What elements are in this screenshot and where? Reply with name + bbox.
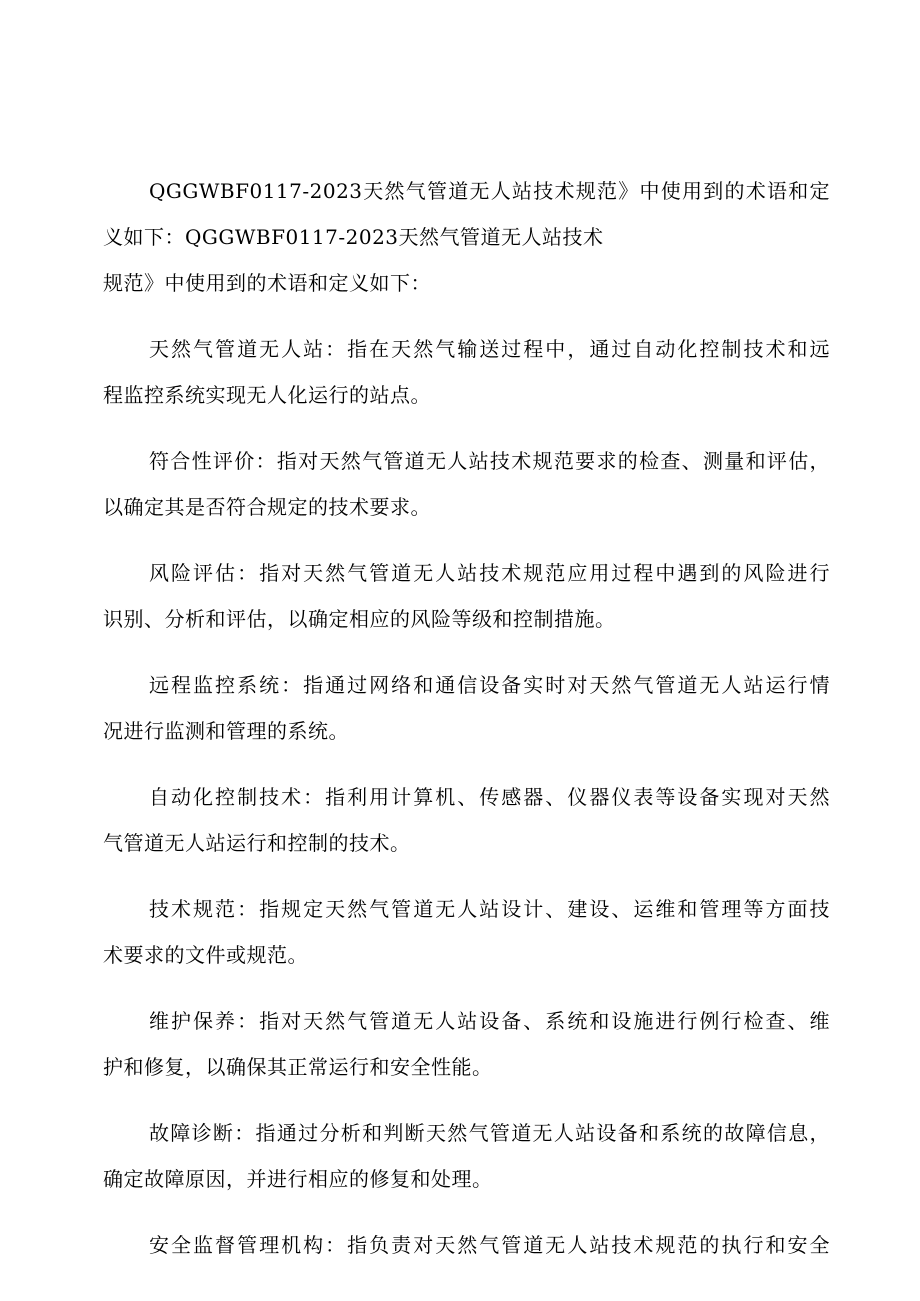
text-line: 气管道无人站运行和控制的技术。 [103,831,411,855]
paragraph-term-safety-supervision [103,1222,830,1268]
text-line: 风险评估：指对天然气管道无人站技术规范应用过程中遇到的风险进行 [149,561,830,585]
paragraph-term-technical-specification [103,886,830,978]
text-line: 安全监督管理机构：指负责对天然气管道无人站技术规范的执行和安全 [149,1233,830,1257]
paragraph-term-automation-control [103,774,830,866]
document-body [103,168,830,1268]
paragraph-intro [103,168,830,306]
text-line: 以确定其是否符合规定的技术要求。 [103,495,431,519]
text-line: 天然气管道无人站：指在天然气输送过程中，通过自动化控制技术和远 [149,337,830,361]
text-line: 护和修复，以确保其正常运行和安全性能。 [103,1055,493,1079]
text-line: 远程监控系统：指通过网络和通信设备实时对天然气管道无人站运行情 [149,673,830,697]
text-line: 技术规范：指规定天然气管道无人站设计、建设、运维和管理等方面技 [149,897,830,921]
text-line: 维护保养：指对天然气管道无人站设备、系统和设施进行例行检查、维 [149,1009,830,1033]
text-line: 自动化控制技术：指利用计算机、传感器、仪器仪表等设备实现对天然 [149,785,830,809]
text-line: QGGWBF0117-2023天然气管道无人站技术规范》中使用到的术语和定 [149,179,830,203]
paragraph-term-remote-monitoring [103,662,830,754]
paragraph-term-maintenance [103,998,830,1090]
text-line: 符合性评价：指对天然气管道无人站技术规范要求的检查、测量和评估， [149,449,830,473]
text-line: 术要求的文件或规范。 [103,943,308,967]
text-line: 识别、分析和评估，以确定相应的风险等级和控制措施。 [103,607,616,631]
paragraph-term-risk-assessment [103,550,830,642]
paragraph-term-conformity-evaluation [103,438,830,530]
paragraph-term-fault-diagnosis [103,1110,830,1202]
text-line: 规范》中使用到的术语和定义如下： [103,271,431,295]
text-line: 程监控系统实现无人化运行的站点。 [103,383,431,407]
text-line: 确定故障原因，并进行相应的修复和处理。 [103,1167,493,1191]
text-line: 况进行监测和管理的系统。 [103,719,349,743]
text-line: 义如下：QGGWBF0117-2023天然气管道无人站技术 [103,225,604,249]
paragraph-term-unmanned-station [103,326,830,418]
text-line: 故障诊断：指通过分析和判断天然气管道无人站设备和系统的故障信息， [149,1121,830,1145]
